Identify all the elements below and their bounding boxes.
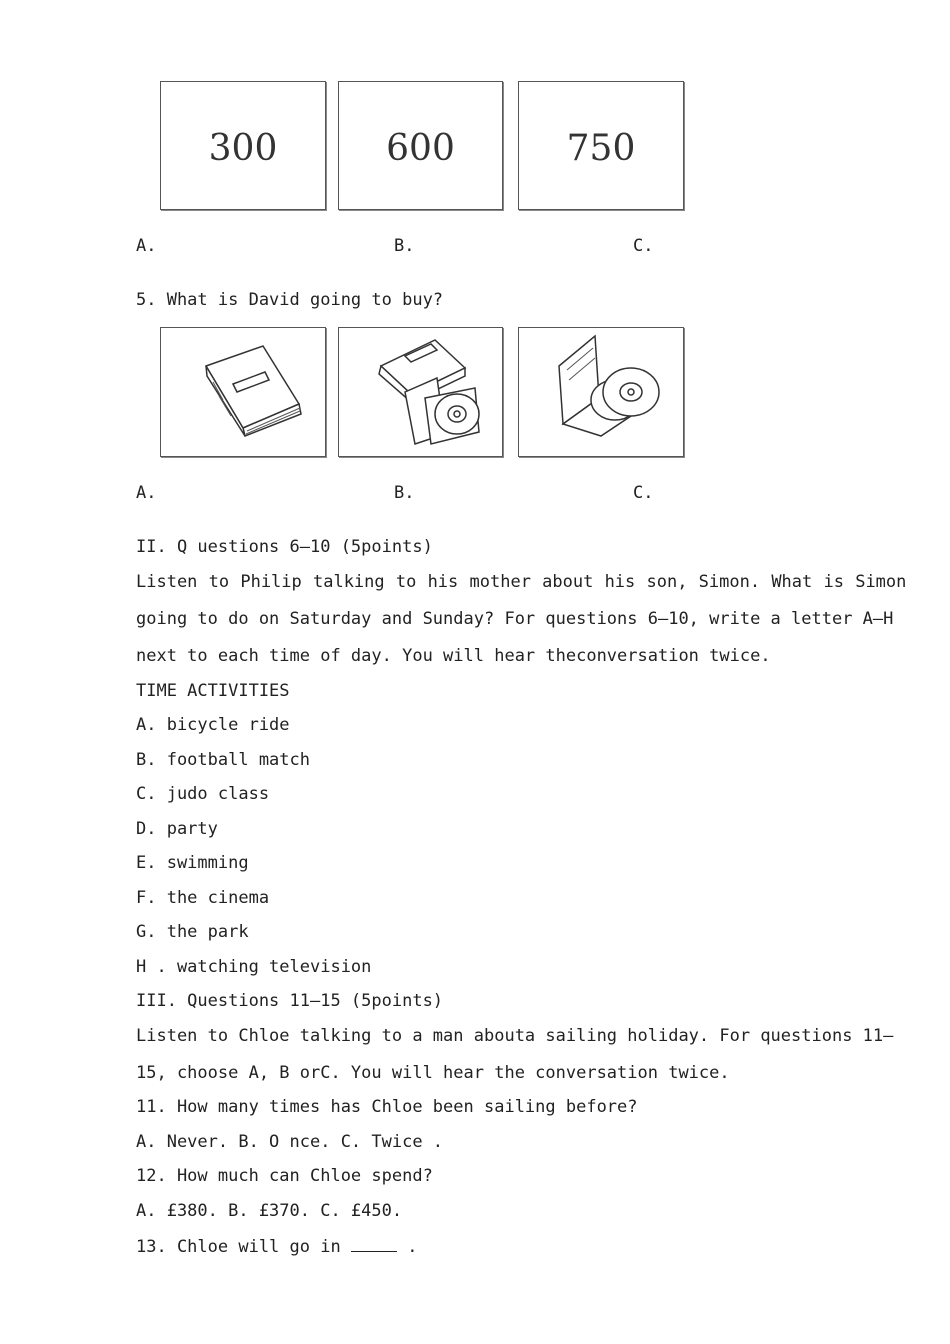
q12-question: 12. How much can Chloe spend? [136,1166,433,1186]
activity-item: A. bicycle ride [136,715,290,735]
q5-letter-b: B. [394,483,415,503]
activity-item: C. judo class [136,784,270,804]
q13-answer-blank[interactable] [351,1237,397,1252]
q4-option-a-value: 300 [208,128,278,169]
activity-item: H . watching television [136,957,372,977]
q4-option-c-value: 750 [566,128,636,169]
q11-question: 11. How many times has Chloe been sailing before? [136,1097,638,1117]
section-2-instructions-line-1: Listen to Philip talking to his mother about his son, Simon. What is Simon [136,572,907,592]
q4-option-a-box [160,81,326,210]
q4-option-b-box [338,81,503,210]
section-3-instructions-line-1: Listen to Chloe talking to a man abouta sailing holiday. For questions 11— [136,1026,894,1046]
q4-letter-a: A. [136,236,157,256]
q11-options: A. Never. B. O nce. C. Twice . [136,1132,444,1152]
q5-letter-a: A. [136,483,157,503]
q12-options: A. £380. B. £370. C. £450. [136,1201,403,1221]
q5-letter-c: C. [633,483,654,503]
q4-letter-c: C. [633,236,654,256]
q13-question [136,1237,417,1256]
section-2-instructions-line-3: next to each time of day. You will hear theconversation twice. [136,646,771,666]
activity-item: E. swimming [136,853,249,873]
section-3-heading: III. Questions 11—15 (5points) [136,991,444,1011]
cd-icon [519,328,683,456]
q4-option-b-value: 600 [386,128,455,169]
q4-letter-b: B. [394,236,415,256]
activity-item: D. party [136,819,218,839]
section-2-instructions-line-2: going to do on Saturday and Sunday? For questions 6—10, write a letter A—H [136,609,894,629]
q13-question-period: . [407,1237,418,1257]
q5-question: 5. What is David going to buy? [136,290,444,310]
activity-item: G. the park [136,922,249,942]
book-icon [161,328,325,456]
q13-question-text: 13. Chloe will go in [136,1237,341,1257]
book-and-cd-icon [339,328,502,456]
activity-item: F. the cinema [136,888,270,908]
q5-option-c-box [518,327,684,457]
q5-option-a-box [160,327,326,457]
section-2-heading: II. Q uestions 6—10 (5points) [136,537,433,557]
table-header: TIME ACTIVITIES [136,681,290,701]
activity-item: B. football match [136,750,310,770]
q4-option-c-box [518,81,684,210]
q5-option-b-box [338,327,503,457]
section-3-instructions-line-2: 15, choose A, B orC. You will hear the conversation twice. [136,1063,730,1083]
